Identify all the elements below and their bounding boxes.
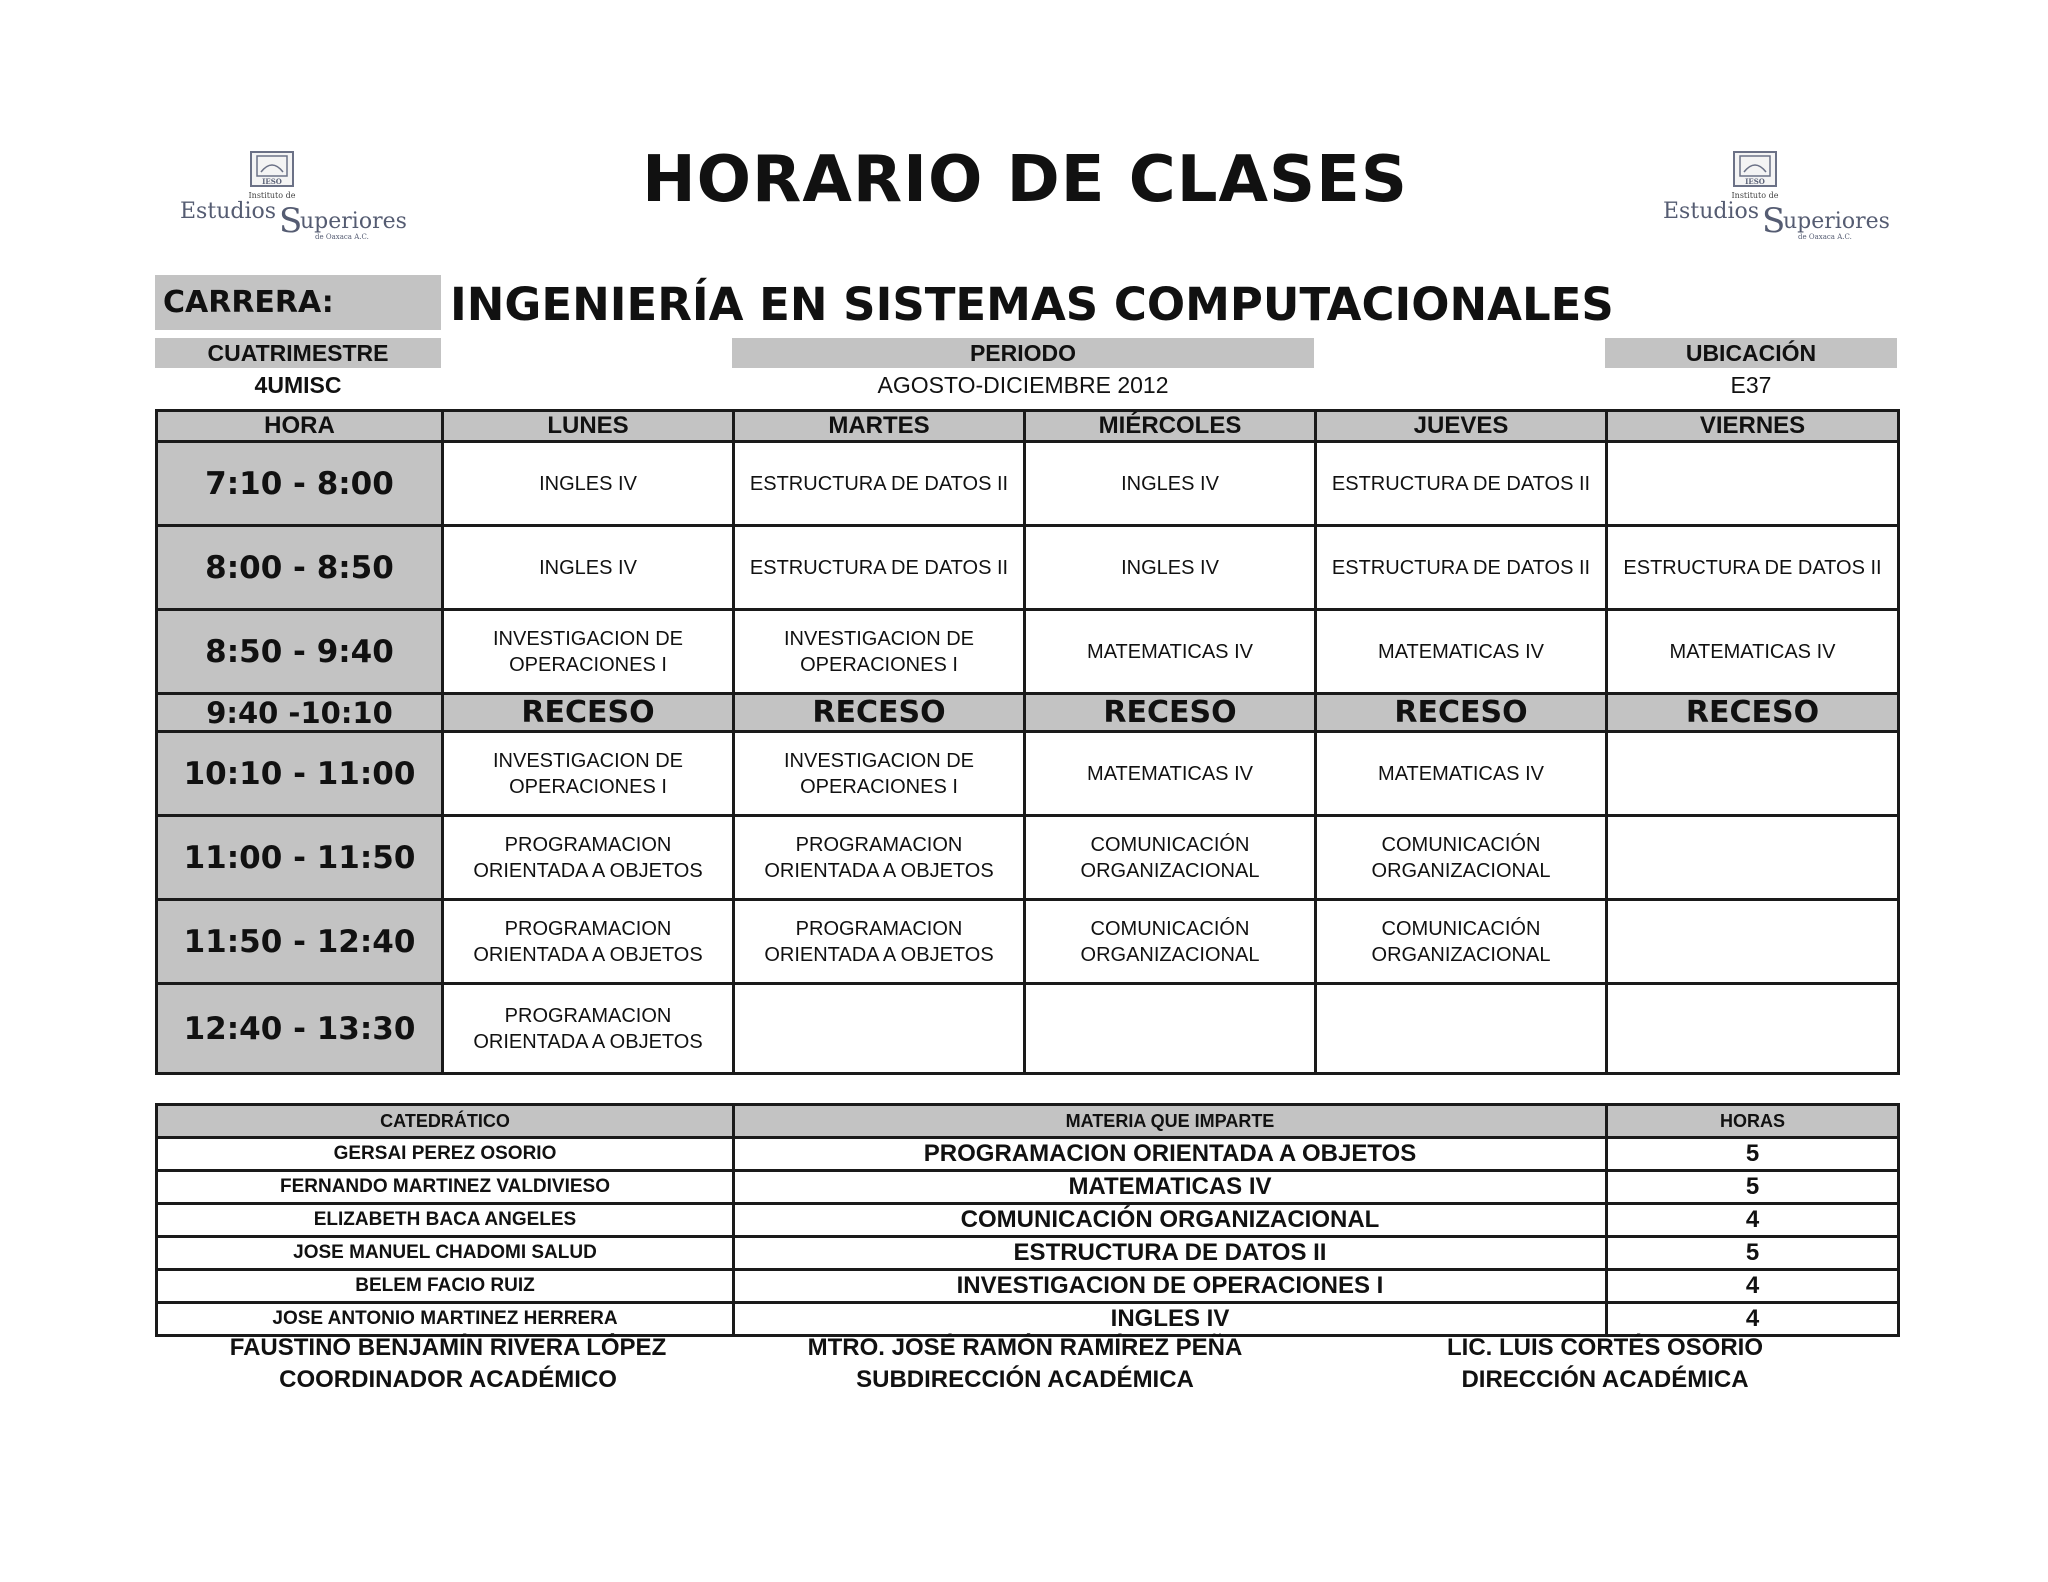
class-name-line: INVESTIGACION DE (492, 627, 684, 650)
class-name-line: ESTRUCTURA DE DATOS II (1331, 472, 1591, 495)
signature-role: DIRECCIÓN ACADÉMICA (1461, 1366, 1749, 1393)
class-cell (1025, 900, 1316, 984)
class-cell (734, 900, 1025, 984)
teacher-subject: ESTRUCTURA DE DATOS II (734, 1237, 1607, 1270)
teacher-hours: 5 (1607, 1237, 1899, 1270)
recess-row (157, 694, 1899, 732)
schedule-row (157, 526, 1899, 610)
class-name-line: PROGRAMACION (795, 833, 963, 856)
recess-label: RECESO (1685, 695, 1820, 730)
svg-text:uperiores: uperiores (300, 209, 407, 234)
class-cell (1025, 526, 1316, 610)
class-name-line: OPERACIONES I (800, 653, 958, 676)
class-name-line: ESTRUCTURA DE DATOS II (1623, 556, 1882, 579)
schedule-row (157, 732, 1899, 816)
class-name-line: ORIENTADA A OBJETOS (764, 943, 994, 966)
teacher-name: JOSE ANTONIO MARTINEZ HERRERA (157, 1303, 734, 1336)
teacher-subject: PROGRAMACION ORIENTADA A OBJETOS (734, 1138, 1607, 1171)
recess-label: RECESO (1103, 695, 1237, 730)
recess-label: RECESO (521, 695, 655, 730)
teacher-row (157, 1270, 1899, 1303)
teacher-name: BELEM FACIO RUIZ (157, 1270, 734, 1303)
teacher-hours: 5 (1607, 1138, 1899, 1171)
teacher-subject: COMUNICACIÓN ORGANIZACIONAL (734, 1204, 1607, 1237)
time-slot: 9:40 -10:10 (157, 694, 443, 732)
carrera-value: INGENIERÍA EN SISTEMAS COMPUTACIONALES (450, 278, 1614, 331)
svg-text:S: S (279, 201, 303, 241)
class-name-line: MATEMATICAS IV (1378, 762, 1544, 785)
cuatrimestre-label: CUATRIMESTRE (155, 338, 441, 368)
class-cell (1316, 442, 1607, 526)
class-cell (1025, 610, 1316, 694)
header-martes: MARTES (734, 411, 1025, 442)
class-cell (1025, 816, 1316, 900)
class-name-line: MATEMATICAS IV (1087, 640, 1253, 663)
signature-subdirection (745, 1332, 1305, 1396)
header-hora: HORA (157, 411, 443, 442)
schedule-row (157, 900, 1899, 984)
time-slot: 7:10 - 8:00 (157, 442, 443, 526)
class-cell (1316, 900, 1607, 984)
teacher-name: JOSE MANUEL CHADOMI SALUD (157, 1237, 734, 1270)
class-name-line: INVESTIGACION DE (783, 627, 975, 650)
class-cell (1607, 732, 1899, 816)
svg-text:Instituto de: Instituto de (248, 191, 296, 200)
institute-logo-right (1658, 150, 1890, 241)
class-cell (1025, 732, 1316, 816)
class-cell (1316, 816, 1607, 900)
header-materia: MATERIA QUE IMPARTE (734, 1105, 1607, 1138)
time-slot: 12:40 - 13:30 (157, 984, 443, 1074)
header-lunes: LUNES (443, 411, 734, 442)
signature-name: LIC. LUIS CORTÉS OSORIO (1446, 1334, 1764, 1361)
page-title: HORARIO DE CLASES (642, 143, 1408, 217)
header-jueves: JUEVES (1316, 411, 1607, 442)
signature-name: MTRO. JOSÉ RAMÓN RAMÍREZ PEÑA (807, 1334, 1243, 1361)
teacher-row (157, 1204, 1899, 1237)
class-name-line: COMUNICACIÓN (1381, 917, 1541, 940)
recess-cell (443, 694, 734, 732)
teacher-row (157, 1138, 1899, 1171)
class-cell (1316, 732, 1607, 816)
periodo-label: PERIODO (732, 338, 1314, 368)
class-name-line: ORGANIZACIONAL (1080, 859, 1260, 882)
teacher-hours: 4 (1607, 1270, 1899, 1303)
ieso-logo-icon (175, 150, 407, 241)
class-cell (1316, 610, 1607, 694)
teacher-hours: 5 (1607, 1171, 1899, 1204)
svg-text:de Oaxaca A.C.: de Oaxaca A.C. (1798, 233, 1852, 241)
class-cell (443, 732, 734, 816)
teacher-name: FERNANDO MARTINEZ VALDIVIESO (157, 1171, 734, 1204)
class-name-line: INGLES IV (1121, 472, 1219, 495)
teacher-hours: 4 (1607, 1303, 1899, 1336)
ieso-logo-icon (1658, 150, 1890, 241)
class-name-line: PROGRAMACION (504, 1004, 672, 1027)
class-name-line: MATEMATICAS IV (1087, 762, 1253, 785)
recess-label: RECESO (812, 695, 946, 730)
class-cell (1316, 984, 1607, 1074)
signature-coordinator (168, 1332, 728, 1396)
header-miercoles: MIÉRCOLES (1025, 411, 1316, 442)
header-viernes: VIERNES (1607, 411, 1899, 442)
class-name-line: ORGANIZACIONAL (1080, 943, 1260, 966)
class-name-line: COMUNICACIÓN (1090, 833, 1250, 856)
class-cell (734, 526, 1025, 610)
class-cell (734, 610, 1025, 694)
teacher-subject: INVESTIGACION DE OPERACIONES I (734, 1270, 1607, 1303)
svg-text:IESO: IESO (262, 177, 282, 186)
recess-cell (734, 694, 1025, 732)
teacher-name: GERSAI PEREZ OSORIO (157, 1138, 734, 1171)
svg-text:Estudios: Estudios (180, 199, 277, 224)
class-cell (1025, 442, 1316, 526)
class-cell (734, 984, 1025, 1074)
class-cell (1607, 526, 1899, 610)
class-name-line: PROGRAMACION (504, 917, 672, 940)
class-name-line: ORGANIZACIONAL (1371, 943, 1551, 966)
class-name-line: COMUNICACIÓN (1381, 833, 1541, 856)
time-slot: 8:00 - 8:50 (157, 526, 443, 610)
time-slot: 11:50 - 12:40 (157, 900, 443, 984)
class-name-line: PROGRAMACION (795, 917, 963, 940)
class-name-line: ORIENTADA A OBJETOS (473, 943, 703, 966)
recess-cell (1316, 694, 1607, 732)
schedule-table (155, 409, 1900, 1075)
class-cell (1607, 984, 1899, 1074)
header-catedratico: CATEDRÁTICO (157, 1105, 734, 1138)
class-name-line: COMUNICACIÓN (1090, 917, 1250, 940)
class-cell (1607, 900, 1899, 984)
class-cell (1607, 816, 1899, 900)
svg-text:de Oaxaca A.C.: de Oaxaca A.C. (315, 233, 369, 241)
class-name-line: ORGANIZACIONAL (1371, 859, 1551, 882)
svg-text:uperiores: uperiores (1783, 209, 1890, 234)
class-cell (443, 900, 734, 984)
svg-text:Instituto de: Instituto de (1731, 191, 1779, 200)
schedule-row (157, 984, 1899, 1074)
teacher-subject: MATEMATICAS IV (734, 1171, 1607, 1204)
carrera-label: CARRERA: (155, 275, 441, 330)
svg-text:S: S (1762, 201, 1786, 241)
class-cell (443, 816, 734, 900)
periodo-value: AGOSTO-DICIEMBRE 2012 (877, 372, 1169, 398)
recess-cell (1025, 694, 1316, 732)
class-cell (443, 984, 734, 1074)
class-cell (443, 526, 734, 610)
class-name-line: ESTRUCTURA DE DATOS II (1331, 556, 1591, 579)
ubicacion-value: E37 (1730, 372, 1772, 398)
signature-role: SUBDIRECCIÓN ACADÉMICA (856, 1366, 1194, 1393)
schedule-row (157, 816, 1899, 900)
class-cell (1607, 610, 1899, 694)
teacher-name: ELIZABETH BACA ANGELES (157, 1204, 734, 1237)
class-cell (734, 732, 1025, 816)
time-slot: 10:10 - 11:00 (157, 732, 443, 816)
class-name-line: INGLES IV (539, 472, 637, 495)
class-name-line: OPERACIONES I (509, 653, 667, 676)
class-name-line: ESTRUCTURA DE DATOS II (749, 556, 1009, 579)
schedule-row (157, 610, 1899, 694)
class-name-line: MATEMATICAS IV (1378, 640, 1544, 663)
institute-logo-left (175, 150, 407, 241)
class-cell (734, 442, 1025, 526)
teacher-row (157, 1171, 1899, 1204)
class-cell (734, 816, 1025, 900)
class-cell (1607, 442, 1899, 526)
teacher-row (157, 1237, 1899, 1270)
cuatrimestre-value: 4UMISC (254, 372, 342, 398)
teacher-hours: 4 (1607, 1204, 1899, 1237)
class-name-line: OPERACIONES I (800, 775, 958, 798)
class-cell (1316, 526, 1607, 610)
teachers-table (155, 1103, 1900, 1337)
class-cell (443, 610, 734, 694)
time-slot: 11:00 - 11:50 (157, 816, 443, 900)
schedule-row (157, 442, 1899, 526)
class-cell (1025, 984, 1316, 1074)
class-name-line: MATEMATICAS IV (1669, 640, 1836, 663)
recess-cell (1607, 694, 1899, 732)
svg-text:IESO: IESO (1745, 177, 1765, 186)
class-name-line: INVESTIGACION DE (783, 749, 975, 772)
teacher-subject: INGLES IV (734, 1303, 1607, 1336)
signature-name: FAUSTINO BENJAMÍN RIVERA LÓPEZ (229, 1334, 667, 1361)
schedule-header-row (157, 411, 1899, 442)
ubicacion-label: UBICACIÓN (1605, 338, 1897, 368)
class-name-line: INGLES IV (539, 556, 637, 579)
svg-text:Estudios: Estudios (1663, 199, 1760, 224)
time-slot: 8:50 - 9:40 (157, 610, 443, 694)
signature-direction (1325, 1332, 1885, 1396)
teacher-row (157, 1303, 1899, 1336)
class-name-line: ORIENTADA A OBJETOS (764, 859, 994, 882)
class-name-line: OPERACIONES I (509, 775, 667, 798)
class-name-line: ESTRUCTURA DE DATOS II (749, 472, 1009, 495)
class-cell (443, 442, 734, 526)
class-name-line: ORIENTADA A OBJETOS (473, 1030, 703, 1053)
class-name-line: INGLES IV (1121, 556, 1219, 579)
class-name-line: INVESTIGACION DE (492, 749, 684, 772)
header-horas: HORAS (1607, 1105, 1899, 1138)
teachers-header-row (157, 1105, 1899, 1138)
class-name-line: ORIENTADA A OBJETOS (473, 859, 703, 882)
class-name-line: PROGRAMACION (504, 833, 672, 856)
recess-label: RECESO (1394, 695, 1528, 730)
signature-role: COORDINADOR ACADÉMICO (279, 1366, 617, 1393)
